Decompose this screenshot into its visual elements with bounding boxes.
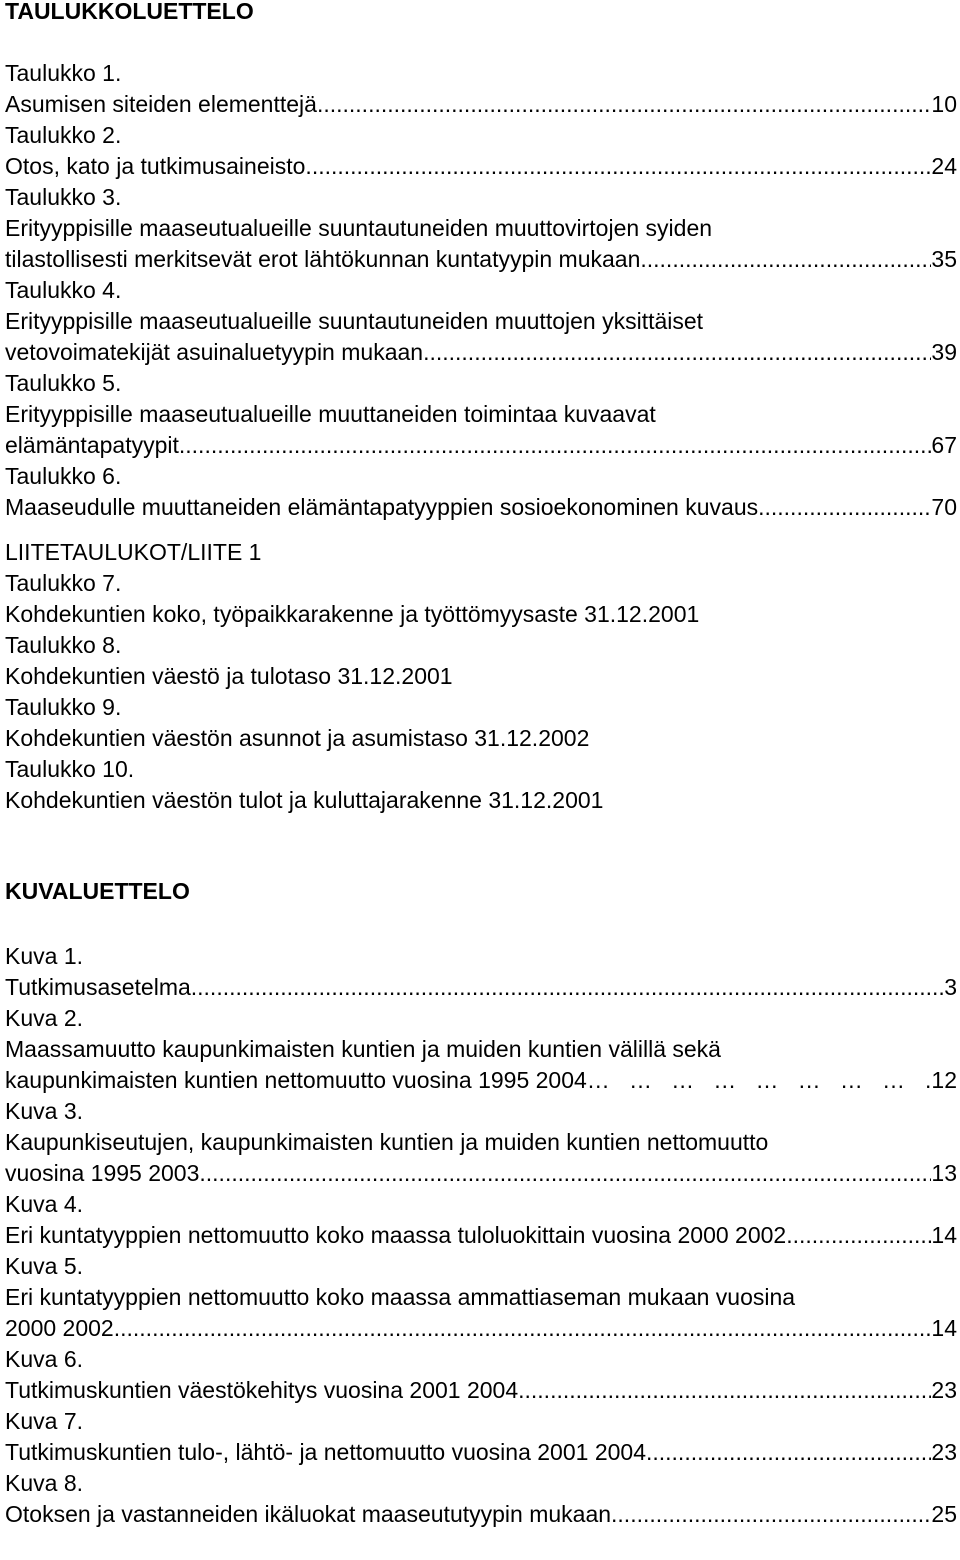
toc-title: vuosina 1995 2003. <box>5 1160 206 1186</box>
toc-label: Kuva 5. <box>5 1253 83 1279</box>
toc-page-number: 10 <box>931 91 957 117</box>
toc-label: Taulukko 6. <box>5 463 122 489</box>
toc-page-number: 14 <box>931 1222 957 1248</box>
leader-dots <box>429 337 931 368</box>
leader-dots <box>617 1499 931 1530</box>
toc-page-number: 13 <box>931 1160 957 1186</box>
toc-title: Maaseudulle muuttaneiden elämäntapatyyppien sosioekonominen kuvaus. <box>5 494 765 520</box>
appendix-label: Taulukko 9. <box>5 694 122 720</box>
spacer <box>5 27 957 58</box>
toc-title: Tutkimuskuntien tulo-, lähtö- ja nettomuutto vuosina 2001 2004. <box>5 1439 653 1465</box>
figure-list-heading: KUVALUETTELO <box>5 878 190 904</box>
toc-title: tilastollisesti merkitsevät erot lähtökunnan kuntatyypin mukaan. <box>5 246 647 272</box>
leader-dots <box>525 1375 932 1406</box>
toc-page-number: 24 <box>931 153 957 179</box>
toc-entry <box>5 1499 957 1530</box>
appendix-title: Kohdekuntien koko, työpaikkarakenne ja työttömyysaste 31.12.2001 <box>5 601 700 627</box>
spacer <box>5 907 957 941</box>
appendix-label: Taulukko 8. <box>5 632 122 658</box>
toc-page-number: 39 <box>931 339 957 365</box>
toc-entry <box>5 492 957 523</box>
leader-dots <box>652 1437 931 1468</box>
page-number-value: 12 <box>931 1067 957 1093</box>
toc-label: Taulukko 5. <box>5 370 122 396</box>
leader-dots <box>312 151 932 182</box>
toc-label: Kuva 8. <box>5 1470 83 1496</box>
toc-label: Kuva 1. <box>5 943 83 969</box>
toc-entry <box>5 972 957 1003</box>
toc-entry <box>5 430 957 461</box>
toc-title-line: Eri kuntatyyppien nettomuutto koko maassa ammattiaseman mukaan vuosina <box>5 1284 796 1310</box>
leader-dots <box>323 89 931 120</box>
toc-title: 2000 2002 <box>5 1315 114 1341</box>
leader-dots <box>647 244 932 275</box>
toc-title: Tutkimuskuntien väestökehitys vuosina 2001 2004. <box>5 1377 525 1403</box>
toc-page-number: 67 <box>931 432 957 458</box>
toc-label: Taulukko 1. <box>5 60 122 86</box>
toc-page-number: 25 <box>931 1501 957 1527</box>
toc-entry <box>5 1375 957 1406</box>
toc-entry <box>5 1158 957 1189</box>
leader-dots <box>197 972 944 1003</box>
document-page <box>5 0 957 1530</box>
appendix-title: Kohdekuntien väestön asunnot ja asumistaso 31.12.2002 <box>5 725 590 751</box>
toc-page-number: 23 <box>931 1377 957 1403</box>
toc-title-line: Maassamuutto kaupunkimaisten kuntien ja muiden kuntien välillä sekä <box>5 1036 721 1062</box>
toc-title: Otoksen ja vastanneiden ikäluokat maaseututyypin mukaan. <box>5 1501 618 1527</box>
toc-entry <box>5 89 957 120</box>
toc-label: Kuva 3. <box>5 1098 83 1124</box>
toc-title-line: Erityyppisille maaseutualueille muuttaneiden toimintaa kuvaavat <box>5 401 656 427</box>
appendix-label: Taulukko 10. <box>5 756 135 782</box>
toc-title: Tutkimusasetelma. <box>5 974 198 1000</box>
leader-dots <box>765 492 932 523</box>
toc-page-number: 3 <box>944 974 957 1000</box>
toc-title: Asumisen siteiden elementtejä. <box>5 91 324 117</box>
appendix-label: Taulukko 7. <box>5 570 122 596</box>
toc-label: Kuva 4. <box>5 1191 83 1217</box>
appendix-title: Kohdekuntien väestö ja tulotaso 31.12.2001 <box>5 663 453 689</box>
toc-title: kaupunkimaisten kuntien nettomuutto vuosina 1995 2004 <box>5 1067 587 1093</box>
toc-entry <box>5 244 957 275</box>
toc-entry <box>5 1313 957 1344</box>
toc-page-number: 23 <box>931 1439 957 1465</box>
toc-title: vetovoimatekijät asuinaluetyypin mukaan. <box>5 339 430 365</box>
toc-label: Kuva 2. <box>5 1005 83 1031</box>
toc-label: Kuva 7. <box>5 1408 83 1434</box>
toc-title: Eri kuntatyyppien nettomuutto koko maassa tuloluokittain vuosina 2000 2002. <box>5 1222 793 1248</box>
leader-ellipsis <box>587 1065 925 1096</box>
toc-label: Taulukko 2. <box>5 122 122 148</box>
toc-page-number: .12 <box>925 1067 957 1093</box>
leader-dots <box>185 430 931 461</box>
toc-label: Taulukko 3. <box>5 184 122 210</box>
toc-title-line: Kaupunkiseutujen, kaupunkimaisten kuntien ja muiden kuntien nettomuutto <box>5 1129 769 1155</box>
toc-title: elämäntapatyypit. <box>5 432 186 458</box>
leader-dots <box>114 1313 932 1344</box>
toc-page-number: 14 <box>931 1315 957 1341</box>
appendix-title: Kohdekuntien väestön tulot ja kuluttajarakenne 31.12.2001 <box>5 787 604 813</box>
toc-entry <box>5 1065 957 1096</box>
leader-dots <box>793 1220 932 1251</box>
leader-dots <box>206 1158 932 1189</box>
toc-title-line: Erityyppisille maaseutualueille suuntautuneiden muuttojen yksittäiset <box>5 308 704 334</box>
toc-label: Kuva 6. <box>5 1346 83 1372</box>
table-list-heading: TAULUKKOLUETTELO <box>5 0 254 24</box>
toc-title-line: Erityyppisille maaseutualueille suuntautuneiden muuttovirtojen syiden <box>5 215 713 241</box>
toc-entry <box>5 1437 957 1468</box>
toc-label: Taulukko 4. <box>5 277 122 303</box>
toc-entry <box>5 1220 957 1251</box>
toc-title: Otos, kato ja tutkimusaineisto. <box>5 153 312 179</box>
toc-entry <box>5 337 957 368</box>
appendix-heading: LIITETAULUKOT/LIITE 1 <box>5 539 262 565</box>
toc-page-number: 35 <box>931 246 957 272</box>
toc-page-number: 70 <box>931 494 957 520</box>
toc-entry <box>5 151 957 182</box>
